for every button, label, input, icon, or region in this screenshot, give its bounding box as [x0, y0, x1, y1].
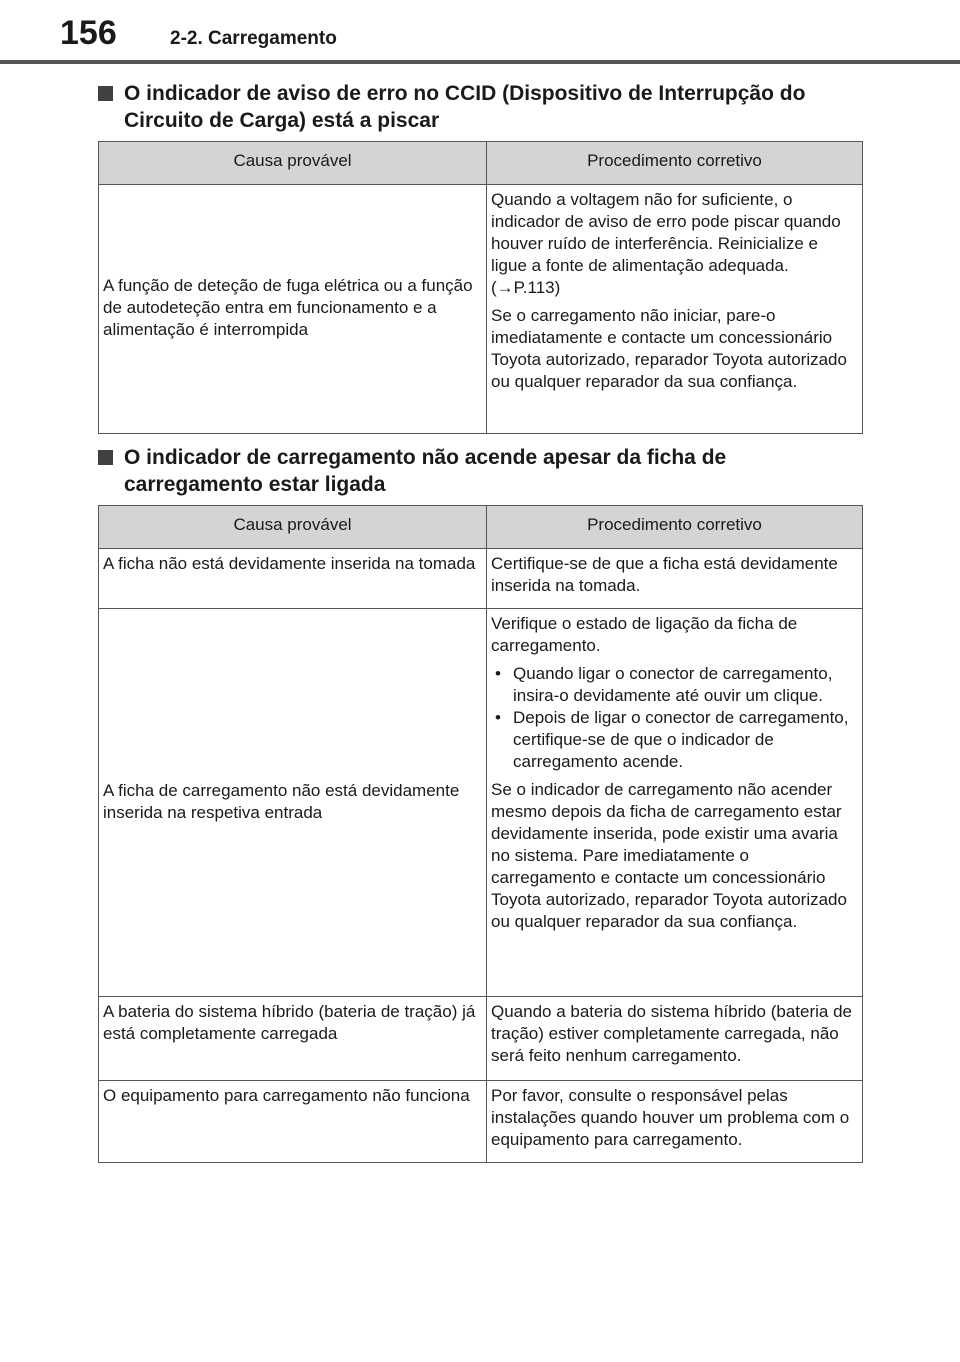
section-title: O indicador de aviso de erro no CCID (Dispositivo de Interrupção do Circuito de Carga) está a piscar — [124, 82, 806, 132]
column-header-cause: Causa provável — [99, 142, 487, 185]
table-row — [99, 1081, 863, 1163]
table-row — [99, 549, 863, 609]
procedure-paragraph: Verifique o estado de ligação da ficha de carregamento. — [491, 614, 798, 655]
ccid-error-table — [98, 141, 863, 434]
cause-cell: O equipamento para carregamento não funciona — [99, 1081, 487, 1163]
section-title: O indicador de carregamento não acende apesar da ficha de carregamento estar ligada — [124, 446, 727, 496]
procedure-paragraph: Quando a voltagem não for suficiente, o indicador de aviso de erro pode piscar quando houver ruído de interferência. Reinicialize e ligue a fonte de alimentação adequada. (→P.113) — [491, 190, 841, 297]
page-header — [0, 0, 960, 64]
cause-cell: A ficha não está devidamente inserida na tomada — [99, 549, 487, 609]
procedure-cell — [487, 185, 863, 434]
column-header-procedure: Procedimento corretivo — [487, 506, 863, 549]
charging-indicator-table — [98, 505, 863, 1163]
table-header-row — [99, 142, 863, 185]
table-row — [99, 185, 863, 434]
procedure-cell: Por favor, consulte o responsável pelas instalações quando houver um problema com o equipamento para carregamento. — [487, 1081, 863, 1163]
procedure-paragraph: Se o indicador de carregamento não acender mesmo depois da ficha de carregamento estar devidamente inserida, pode existir uma avaria no sistema. Pare imediatamente o carregamento e contacte um concessionário Toyota autorizado, reparador Toyota autorizado ou qualquer reparador da sua confiança. — [491, 780, 847, 931]
cause-cell: A bateria do sistema híbrido (bateria de tração) já está completamente carregada — [99, 997, 487, 1081]
page-number: 156 — [60, 14, 117, 52]
section-heading-charging-indicator — [98, 444, 868, 498]
procedure-cell: Certifique-se de que a ficha está devidamente inserida na tomada. — [487, 549, 863, 609]
column-header-cause: Causa provável — [99, 506, 487, 549]
procedure-cell: Quando a bateria do sistema híbrido (bateria de tração) estiver completamente carregada, não será feito nenhum carregamento. — [487, 997, 863, 1081]
chapter-title: 2-2. Carregamento — [170, 28, 337, 49]
cause-cell: A ficha de carregamento não está devidamente inserida na respetiva entrada — [99, 609, 487, 997]
square-bullet-icon — [98, 86, 113, 101]
bullet-item: • Quando ligar o conector de carregamento, insira-o devidamente até ouvir um clique. — [491, 663, 858, 707]
procedure-cell — [487, 609, 863, 997]
cause-cell: A função de deteção de fuga elétrica ou a função de autodeteção entra em funcionamento e a alimentação é interrompida — [99, 185, 487, 434]
table-row — [99, 997, 863, 1081]
square-bullet-icon — [98, 450, 113, 465]
column-header-procedure: Procedimento corretivo — [487, 142, 863, 185]
bullet-item: • Depois de ligar o conector de carregamento, certifique-se de que o indicador de carregamento acende. — [491, 707, 858, 773]
table-row — [99, 609, 863, 997]
procedure-paragraph: Se o carregamento não iniciar, pare-o imediatamente e contacte um concessionário Toyota autorizado, reparador Toyota autorizado ou qualquer reparador da sua confiança. — [491, 306, 847, 391]
table-header-row — [99, 506, 863, 549]
header-divider — [0, 60, 960, 64]
section-heading-ccid — [98, 80, 868, 134]
